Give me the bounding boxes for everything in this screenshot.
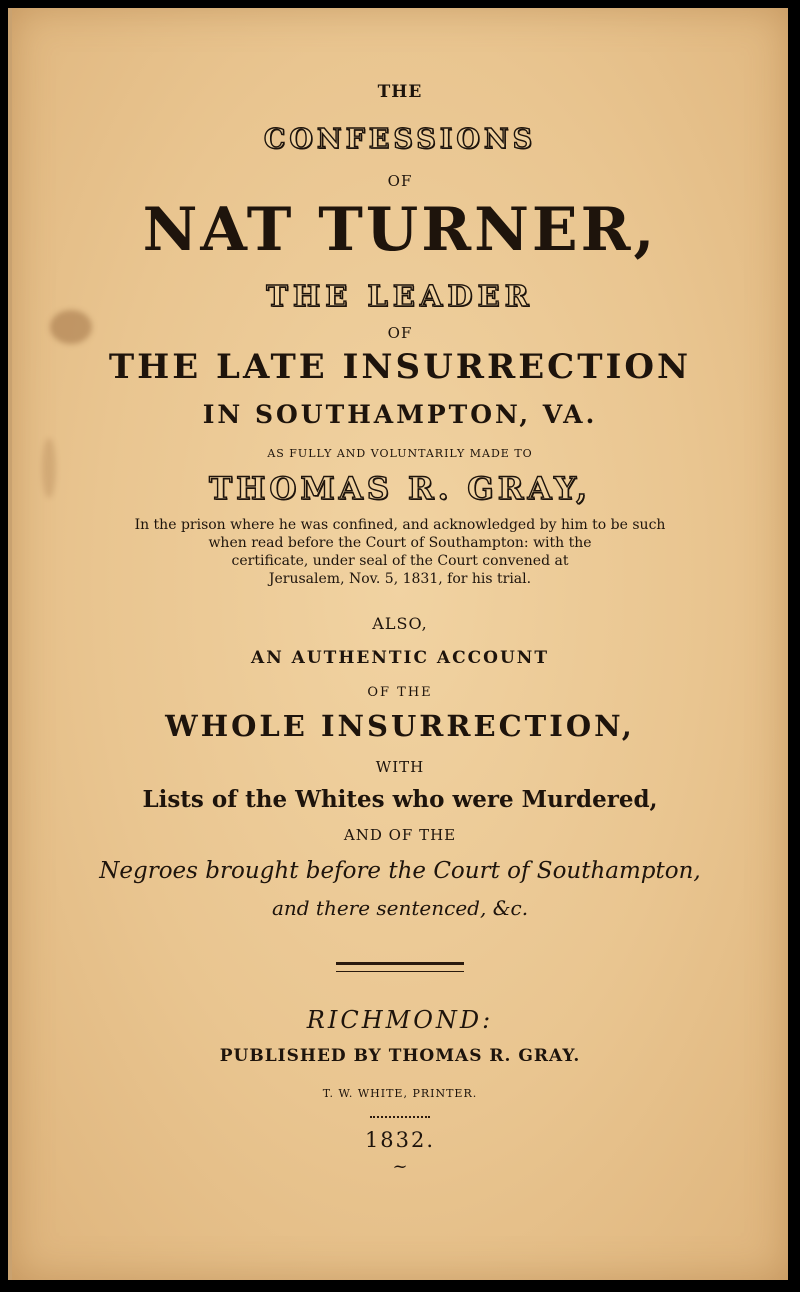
authentic-account-line: AN AUTHENTIC ACCOUNT (251, 648, 549, 668)
title-confessions: CONFESSIONS (263, 124, 537, 155)
title-late-insurrection: THE LATE INSURRECTION (108, 347, 692, 387)
title-of: OF (387, 172, 413, 190)
paragraph-line: Jerusalem, Nov. 5, 1831, for his trial. (268, 571, 532, 587)
divider-rule (336, 962, 464, 972)
flourish-ornament: ~ (392, 1156, 408, 1177)
title-page (8, 8, 788, 1280)
with-line: WITH (375, 758, 425, 776)
also-line: ALSO, (372, 614, 428, 633)
published-line: PUBLISHED BY THOMAS R. GRAY. (219, 1046, 581, 1066)
title-leader: THE LEADER (266, 279, 534, 313)
title-name: NAT TURNER, (142, 195, 658, 265)
sentenced-line: and there sentenced, &c. (271, 896, 529, 920)
title-of-2: OF (387, 324, 413, 342)
title-location: IN SOUTHAMPTON, VA. (202, 400, 598, 429)
city-line: RICHMOND: (306, 1006, 494, 1034)
paragraph-line: certificate, under seal of the Court convened at (231, 553, 569, 569)
negroes-line: Negroes brought before the Court of Southampton, (99, 858, 701, 884)
printer-line: T. W. WHITE, PRINTER. (322, 1087, 478, 1100)
title-the: THE (377, 82, 423, 102)
paragraph-line: when read before the Court of Southampton: with the (208, 535, 592, 551)
and-of-the-line: AND OF THE (343, 826, 457, 844)
whole-insurrection-line: WHOLE INSURRECTION, (165, 709, 635, 743)
of-the-line: OF THE (367, 685, 433, 700)
dotted-rule (370, 1116, 430, 1118)
paragraph-line: In the prison where he was confined, and acknowledged by him to be such (134, 517, 666, 533)
year-line: 1832. (364, 1128, 436, 1152)
made-to-line: AS FULLY AND VOLUNTARILY MADE TO (267, 447, 533, 460)
lists-line: Lists of the Whites who were Murdered, (142, 786, 658, 813)
title-gray: THOMAS R. GRAY, (209, 471, 591, 507)
